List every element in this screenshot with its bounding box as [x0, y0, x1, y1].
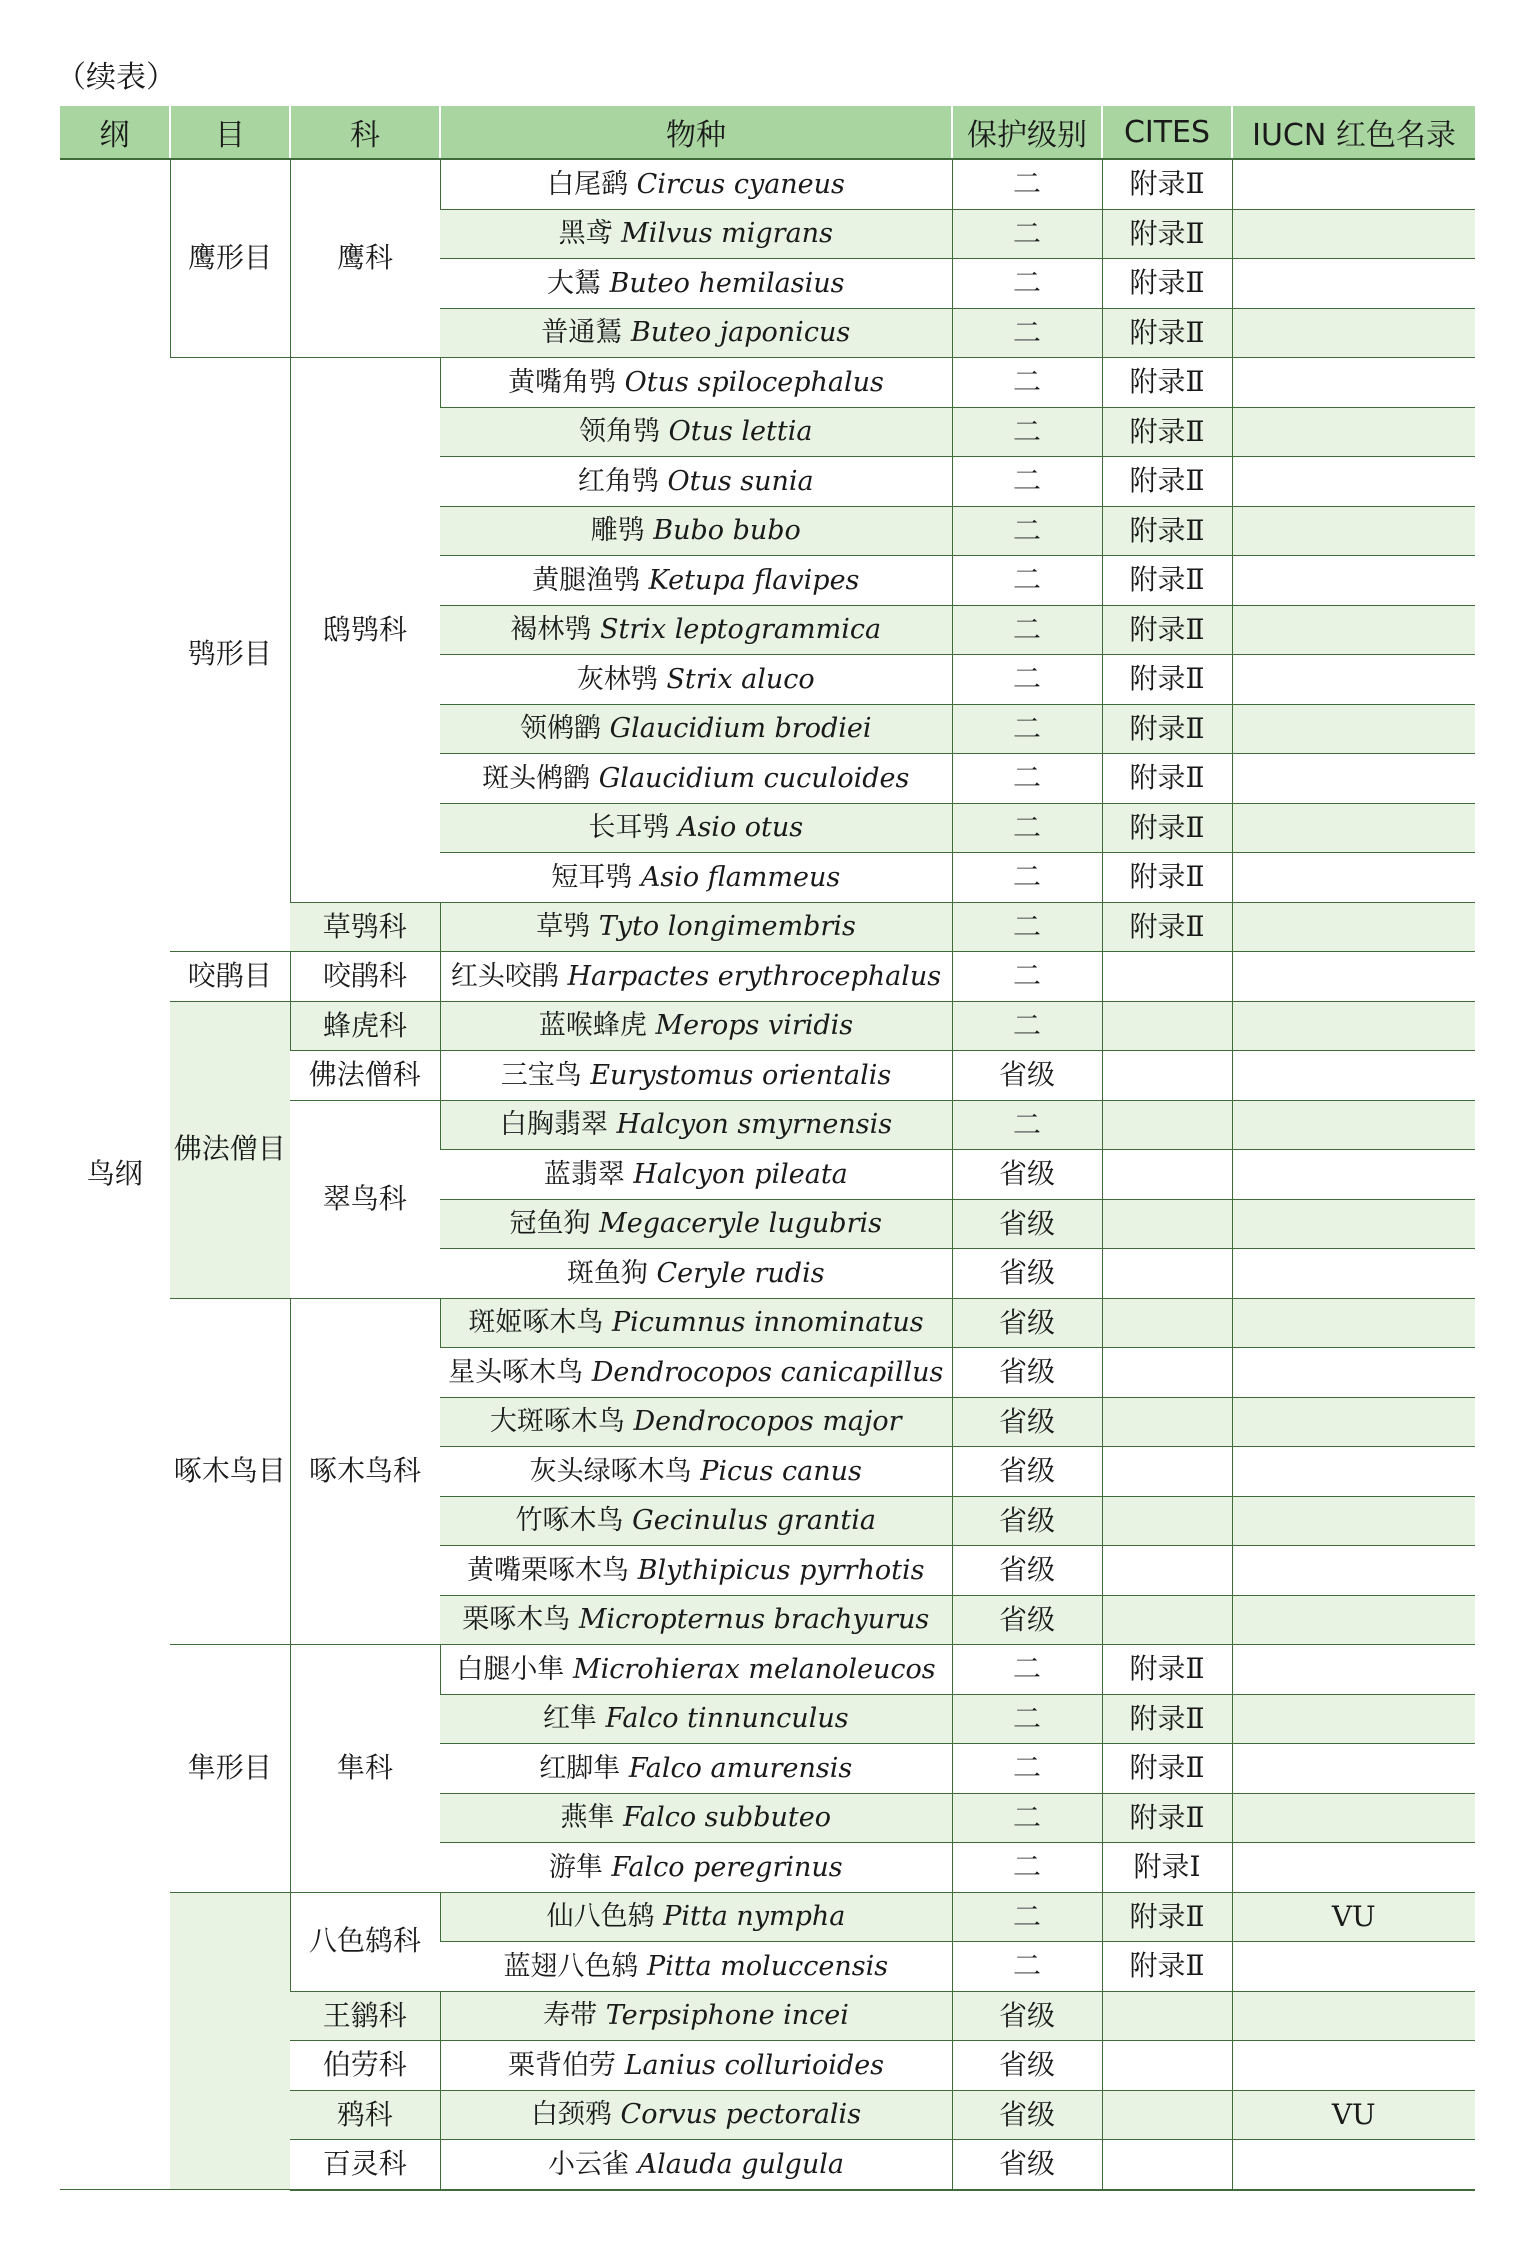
- species-cell: [440, 1199, 952, 1249]
- species-cell: [440, 754, 952, 804]
- species-latin: Glaucidium brodiei: [609, 713, 872, 745]
- species-cn: 小云雀: [548, 2148, 630, 2180]
- species-latin: Otus lettia: [668, 416, 813, 448]
- species-cell: [440, 1348, 952, 1398]
- protection-level-cell: 省级: [952, 2090, 1102, 2140]
- species-cell: [440, 457, 952, 507]
- cites-cell: 附录Ⅱ: [1102, 1645, 1232, 1695]
- iucn-cell: [1232, 1793, 1475, 1843]
- species-latin: Gecinulus grantia: [632, 1505, 876, 1537]
- cites-cell: [1102, 1051, 1232, 1101]
- protection-level-cell: 二: [952, 1942, 1102, 1992]
- species-latin: Corvus pectoralis: [620, 2099, 862, 2131]
- protection-level-cell: 二: [952, 1793, 1102, 1843]
- iucn-cell: [1232, 1694, 1475, 1744]
- table-row: [60, 1645, 1475, 1695]
- iucn-cell: [1232, 2140, 1475, 2190]
- species-cell: [440, 1100, 952, 1150]
- protection-level-cell: 省级: [952, 1150, 1102, 1200]
- species-latin: Picumnus innominatus: [611, 1307, 924, 1339]
- species-cn: 灰林鸮: [576, 663, 658, 695]
- header-cites: CITES: [1102, 106, 1232, 159]
- species-cn: 褐林鸮: [510, 614, 592, 646]
- iucn-cell: [1232, 1199, 1475, 1249]
- protection-level-cell: 省级: [952, 1249, 1102, 1299]
- order-cell: [170, 1892, 290, 2190]
- species-cn: 草鸮: [536, 911, 591, 943]
- cites-cell: [1102, 1199, 1232, 1249]
- iucn-cell: [1232, 308, 1475, 358]
- protection-level-cell: 二: [952, 1645, 1102, 1695]
- cites-cell: 附录Ⅱ: [1102, 655, 1232, 705]
- species-cn: 栗背伯劳: [507, 2049, 616, 2081]
- species-cell: [440, 1991, 952, 2041]
- order-cell: 隼形目: [170, 1645, 290, 1893]
- species-cell: [440, 259, 952, 309]
- family-cell: 王鹟科: [290, 1991, 440, 2041]
- protection-level-cell: 二: [952, 259, 1102, 309]
- iucn-cell: [1232, 1546, 1475, 1596]
- iucn-cell: [1232, 259, 1475, 309]
- protection-level-cell: 二: [952, 1744, 1102, 1794]
- species-cn: 蓝翡翠: [543, 1158, 625, 1190]
- protection-level-cell: 二: [952, 704, 1102, 754]
- species-cell: [440, 1942, 952, 1992]
- species-cn: 黑鸢: [558, 218, 613, 250]
- cites-cell: 附录Ⅱ: [1102, 506, 1232, 556]
- protection-level-cell: 省级: [952, 2140, 1102, 2190]
- species-cn: 蓝翅八色鸫: [503, 1950, 639, 1982]
- species-cn: 大斑啄木鸟: [489, 1406, 625, 1438]
- header-row: [60, 106, 1475, 159]
- protection-level-cell: 二: [952, 853, 1102, 903]
- cites-cell: 附录Ⅱ: [1102, 902, 1232, 952]
- species-cn: 斑鱼狗: [566, 1257, 648, 1289]
- species-latin: Strix aluco: [666, 663, 815, 695]
- species-latin: Megaceryle lugubris: [599, 1208, 882, 1240]
- species-latin: Falco amurensis: [628, 1752, 853, 1784]
- table-row: [60, 1892, 1475, 1942]
- species-cell: [440, 506, 952, 556]
- iucn-cell: [1232, 902, 1475, 952]
- protection-level-cell: 省级: [952, 1447, 1102, 1497]
- iucn-cell: [1232, 506, 1475, 556]
- cites-cell: 附录Ⅱ: [1102, 1942, 1232, 1992]
- species-latin: Blythipicus pyrrhotis: [637, 1554, 925, 1586]
- iucn-cell: [1232, 803, 1475, 853]
- species-latin: Harpactes erythrocephalus: [567, 960, 942, 992]
- cites-cell: [1102, 2140, 1232, 2190]
- species-latin: Halcyon smyrnensis: [616, 1109, 893, 1141]
- species-latin: Buteo japonicus: [630, 317, 851, 349]
- species-cn: 黄腿渔鸮: [532, 564, 641, 596]
- species-latin: Micropternus brachyurus: [578, 1604, 930, 1636]
- species-cn: 斑姬啄木鸟: [468, 1307, 604, 1339]
- protection-level-cell: 二: [952, 358, 1102, 408]
- species-latin: Merops viridis: [655, 1010, 854, 1042]
- species-cn: 蓝喉蜂虎: [538, 1010, 647, 1042]
- species-cell: [440, 803, 952, 853]
- header-iucn: IUCN 红色名录: [1232, 106, 1475, 159]
- family-cell: 伯劳科: [290, 2041, 440, 2091]
- species-cell: [440, 1595, 952, 1645]
- species-cn: 寿带: [543, 2000, 598, 2032]
- species-cell: [440, 2090, 952, 2140]
- species-latin: Asio otus: [677, 812, 804, 844]
- iucn-cell: [1232, 159, 1475, 209]
- species-cn: 灰头绿啄木鸟: [529, 1455, 692, 1487]
- iucn-cell: [1232, 754, 1475, 804]
- species-cn: 红角鸮: [577, 465, 659, 497]
- cites-cell: 附录Ⅱ: [1102, 407, 1232, 457]
- species-cn: 白腿小隼: [456, 1653, 565, 1685]
- species-cell: [440, 1694, 952, 1744]
- protection-level-cell: 二: [952, 407, 1102, 457]
- species-latin: Ceryle rudis: [656, 1257, 825, 1289]
- protection-level-cell: 二: [952, 952, 1102, 1002]
- cites-cell: 附录Ⅱ: [1102, 605, 1232, 655]
- species-latin: Falco subbuteo: [623, 1802, 831, 1834]
- species-latin: Tyto longimembris: [598, 911, 856, 943]
- cites-cell: 附录Ⅱ: [1102, 704, 1232, 754]
- species-cell: [440, 556, 952, 606]
- iucn-cell: [1232, 1942, 1475, 1992]
- species-cell: [440, 209, 952, 259]
- species-cn: 斑头鸺鹠: [482, 762, 591, 794]
- iucn-cell: [1232, 1249, 1475, 1299]
- family-cell: 啄木鸟科: [290, 1298, 440, 1645]
- species-cell: [440, 1546, 952, 1596]
- cites-cell: [1102, 1546, 1232, 1596]
- protection-level-cell: 二: [952, 209, 1102, 259]
- iucn-cell: [1232, 209, 1475, 259]
- cites-cell: [1102, 2090, 1232, 2140]
- protection-level-cell: 二: [952, 754, 1102, 804]
- species-latin: Falco peregrinus: [611, 1851, 843, 1883]
- iucn-cell: [1232, 556, 1475, 606]
- table-row: [60, 358, 1475, 408]
- species-latin: Halcyon pileata: [633, 1158, 848, 1190]
- table-header: [60, 106, 1475, 159]
- species-cell: [440, 1892, 952, 1942]
- family-cell: 咬鹃科: [290, 952, 440, 1002]
- protection-level-cell: 二: [952, 1843, 1102, 1893]
- header-family: 科: [290, 106, 440, 159]
- species-cell: [440, 1249, 952, 1299]
- protection-level-cell: 省级: [952, 1546, 1102, 1596]
- species-cell: [440, 1447, 952, 1497]
- species-cn: 领角鸮: [579, 416, 661, 448]
- protection-level-cell: 二: [952, 655, 1102, 705]
- protection-level-cell: 二: [952, 1892, 1102, 1942]
- species-latin: Picus canus: [700, 1455, 862, 1487]
- cites-cell: [1102, 1298, 1232, 1348]
- species-cn: 白胸翡翠: [499, 1109, 608, 1141]
- species-latin: Alauda gulgula: [637, 2148, 844, 2180]
- species-latin: Strix leptogrammica: [600, 614, 882, 646]
- species-latin: Microhierax melanoleucos: [573, 1653, 936, 1685]
- iucn-cell: [1232, 407, 1475, 457]
- table-row: [60, 952, 1475, 1002]
- family-cell: 鸦科: [290, 2090, 440, 2140]
- family-cell: 佛法僧科: [290, 1051, 440, 1101]
- species-latin: Pitta nympha: [663, 1901, 846, 1933]
- species-cell: [440, 358, 952, 408]
- species-latin: Milvus migrans: [621, 218, 833, 250]
- header-protection-level: 保护级别: [952, 106, 1102, 159]
- species-cn: 三宝鸟: [500, 1059, 582, 1091]
- species-cn: 黄嘴角鸮: [508, 366, 617, 398]
- species-latin: Dendrocopos major: [633, 1406, 902, 1438]
- cites-cell: 附录Ⅱ: [1102, 1744, 1232, 1794]
- protection-level-cell: 省级: [952, 1991, 1102, 2041]
- cites-cell: 附录Ⅱ: [1102, 1793, 1232, 1843]
- species-cn: 普通鵟: [541, 317, 623, 349]
- order-cell: 佛法僧目: [170, 1001, 290, 1298]
- cites-cell: 附录Ⅱ: [1102, 308, 1232, 358]
- protection-level-cell: 二: [952, 506, 1102, 556]
- header-class: 纲: [60, 106, 170, 159]
- species-latin: Buteo hemilasius: [609, 267, 845, 299]
- species-latin: Pitta moluccensis: [647, 1950, 889, 1982]
- species-cn: 领鸺鹠: [519, 713, 601, 745]
- cites-cell: [1102, 1595, 1232, 1645]
- species-cn: 白颈鸦: [530, 2099, 612, 2131]
- species-latin: Circus cyaneus: [636, 168, 845, 200]
- species-cell: [440, 704, 952, 754]
- protection-level-cell: 省级: [952, 1051, 1102, 1101]
- species-cell: [440, 902, 952, 952]
- iucn-cell: [1232, 1595, 1475, 1645]
- species-latin: Bubo bubo: [653, 515, 801, 547]
- cites-cell: 附录Ⅱ: [1102, 1892, 1232, 1942]
- cites-cell: [1102, 1249, 1232, 1299]
- cites-cell: 附录Ⅱ: [1102, 358, 1232, 408]
- family-cell: 隼科: [290, 1645, 440, 1893]
- cites-cell: [1102, 2041, 1232, 2091]
- species-cn: 仙八色鸫: [546, 1901, 655, 1933]
- species-cn: 竹啄木鸟: [515, 1505, 624, 1537]
- protection-level-cell: 二: [952, 308, 1102, 358]
- table-row: [60, 1001, 1475, 1051]
- protection-level-cell: 省级: [952, 1595, 1102, 1645]
- iucn-cell: [1232, 655, 1475, 705]
- species-cn: 栗啄木鸟: [462, 1604, 571, 1636]
- cites-cell: [1102, 1348, 1232, 1398]
- species-latin: Terpsiphone incei: [605, 2000, 849, 2032]
- protection-level-cell: 二: [952, 457, 1102, 507]
- iucn-cell: [1232, 1496, 1475, 1546]
- protection-level-cell: 省级: [952, 1298, 1102, 1348]
- iucn-cell: [1232, 952, 1475, 1002]
- species-cn: 长耳鸮: [588, 812, 670, 844]
- iucn-cell: [1232, 1348, 1475, 1398]
- species-cn: 冠鱼狗: [509, 1208, 591, 1240]
- iucn-cell: [1232, 1991, 1475, 2041]
- cites-cell: 附录Ⅱ: [1102, 259, 1232, 309]
- species-latin: Falco tinnunculus: [605, 1703, 849, 1735]
- iucn-cell: [1232, 853, 1475, 903]
- species-cell: [440, 1645, 952, 1695]
- cites-cell: [1102, 1496, 1232, 1546]
- family-cell: 翠鸟科: [290, 1100, 440, 1298]
- species-cn: 白尾鹞: [547, 168, 629, 200]
- species-cell: [440, 605, 952, 655]
- iucn-cell: [1232, 704, 1475, 754]
- table-body: [60, 159, 1475, 2190]
- iucn-cell: [1232, 1843, 1475, 1893]
- family-cell: 鸱鸮科: [290, 358, 440, 903]
- species-table: [60, 106, 1475, 2191]
- family-cell: 草鸮科: [290, 902, 440, 952]
- species-cell: [440, 159, 952, 209]
- cites-cell: [1102, 1150, 1232, 1200]
- cites-cell: 附录Ⅰ: [1102, 1843, 1232, 1893]
- species-cell: [440, 655, 952, 705]
- species-latin: Lanius collurioides: [624, 2049, 885, 2081]
- species-cn: 雕鸮: [590, 515, 645, 547]
- cites-cell: 附录Ⅱ: [1102, 754, 1232, 804]
- species-cn: 红脚隼: [539, 1752, 621, 1784]
- family-cell: 百灵科: [290, 2140, 440, 2190]
- order-cell: 咬鹃目: [170, 952, 290, 1002]
- cites-cell: 附录Ⅱ: [1102, 209, 1232, 259]
- iucn-cell: [1232, 2041, 1475, 2091]
- cites-cell: 附录Ⅱ: [1102, 159, 1232, 209]
- protection-level-cell: 二: [952, 159, 1102, 209]
- species-cell: [440, 1744, 952, 1794]
- iucn-cell: [1232, 1051, 1475, 1101]
- cites-cell: 附录Ⅱ: [1102, 1694, 1232, 1744]
- species-latin: Asio flammeus: [640, 861, 841, 893]
- iucn-cell: [1232, 1100, 1475, 1150]
- iucn-cell: [1232, 605, 1475, 655]
- table-row: [60, 159, 1475, 209]
- species-cn: 黄嘴栗啄木鸟: [467, 1554, 630, 1586]
- iucn-cell: VU: [1232, 2090, 1475, 2140]
- cites-cell: [1102, 1447, 1232, 1497]
- iucn-cell: [1232, 358, 1475, 408]
- iucn-cell: [1232, 1001, 1475, 1051]
- cites-cell: 附录Ⅱ: [1102, 556, 1232, 606]
- protection-level-cell: 省级: [952, 1397, 1102, 1447]
- species-cell: [440, 1793, 952, 1843]
- species-cn: 大鵟: [546, 267, 601, 299]
- iucn-cell: [1232, 1397, 1475, 1447]
- order-cell: 鹰形目: [170, 159, 290, 358]
- protection-level-cell: 二: [952, 1100, 1102, 1150]
- species-cn: 短耳鸮: [551, 861, 633, 893]
- species-latin: Glaucidium cuculoides: [598, 762, 910, 794]
- species-cell: [440, 1397, 952, 1447]
- protection-level-cell: 二: [952, 1694, 1102, 1744]
- table-caption: （续表）: [56, 60, 176, 95]
- iucn-cell: VU: [1232, 1892, 1475, 1942]
- cites-cell: 附录Ⅱ: [1102, 457, 1232, 507]
- cites-cell: 附录Ⅱ: [1102, 803, 1232, 853]
- species-cn: 游隼: [548, 1851, 603, 1883]
- species-cell: [440, 1298, 952, 1348]
- species-cell: [440, 1496, 952, 1546]
- cites-cell: [1102, 1100, 1232, 1150]
- protection-level-cell: 二: [952, 803, 1102, 853]
- species-cell: [440, 1843, 952, 1893]
- iucn-cell: [1232, 1150, 1475, 1200]
- species-cn: 星头啄木鸟: [448, 1356, 584, 1388]
- protection-level-cell: 省级: [952, 1348, 1102, 1398]
- species-latin: Otus sunia: [667, 465, 814, 497]
- species-cell: [440, 308, 952, 358]
- species-latin: Eurystomus orientalis: [590, 1059, 892, 1091]
- species-cn: 红头咬鹃: [450, 960, 559, 992]
- iucn-cell: [1232, 1447, 1475, 1497]
- protection-level-cell: 二: [952, 902, 1102, 952]
- cites-cell: [1102, 1991, 1232, 2041]
- iucn-cell: [1232, 1298, 1475, 1348]
- family-cell: 鹰科: [290, 159, 440, 358]
- species-cn: 燕隼: [560, 1802, 615, 1834]
- class-cell: 鸟纲: [60, 159, 170, 2190]
- species-cell: [440, 853, 952, 903]
- order-cell: 鸮形目: [170, 358, 290, 952]
- protection-level-cell: 二: [952, 605, 1102, 655]
- cites-cell: [1102, 1397, 1232, 1447]
- family-cell: 八色鸫科: [290, 1892, 440, 1991]
- protection-level-cell: 二: [952, 556, 1102, 606]
- species-cell: [440, 1150, 952, 1200]
- cites-cell: [1102, 1001, 1232, 1051]
- species-cell: [440, 1001, 952, 1051]
- iucn-cell: [1232, 1645, 1475, 1695]
- family-cell: 蜂虎科: [290, 1001, 440, 1051]
- species-cell: [440, 407, 952, 457]
- species-cell: [440, 2140, 952, 2190]
- species-latin: Otus spilocephalus: [624, 366, 884, 398]
- species-latin: Dendrocopos canicapillus: [591, 1356, 944, 1388]
- iucn-cell: [1232, 457, 1475, 507]
- header-order: 目: [170, 106, 290, 159]
- species-cn: 红隼: [542, 1703, 597, 1735]
- species-latin: Ketupa flavipes: [648, 564, 860, 596]
- protection-level-cell: 二: [952, 1001, 1102, 1051]
- iucn-cell: [1232, 1744, 1475, 1794]
- cites-cell: 附录Ⅱ: [1102, 853, 1232, 903]
- header-species: 物种: [440, 106, 952, 159]
- protection-level-cell: 省级: [952, 1199, 1102, 1249]
- protection-level-cell: 省级: [952, 1496, 1102, 1546]
- order-cell: 啄木鸟目: [170, 1298, 290, 1645]
- species-cell: [440, 1051, 952, 1101]
- table-row: [60, 1298, 1475, 1348]
- cites-cell: [1102, 952, 1232, 1002]
- species-cell: [440, 2041, 952, 2091]
- protection-level-cell: 省级: [952, 2041, 1102, 2091]
- species-cell: [440, 952, 952, 1002]
